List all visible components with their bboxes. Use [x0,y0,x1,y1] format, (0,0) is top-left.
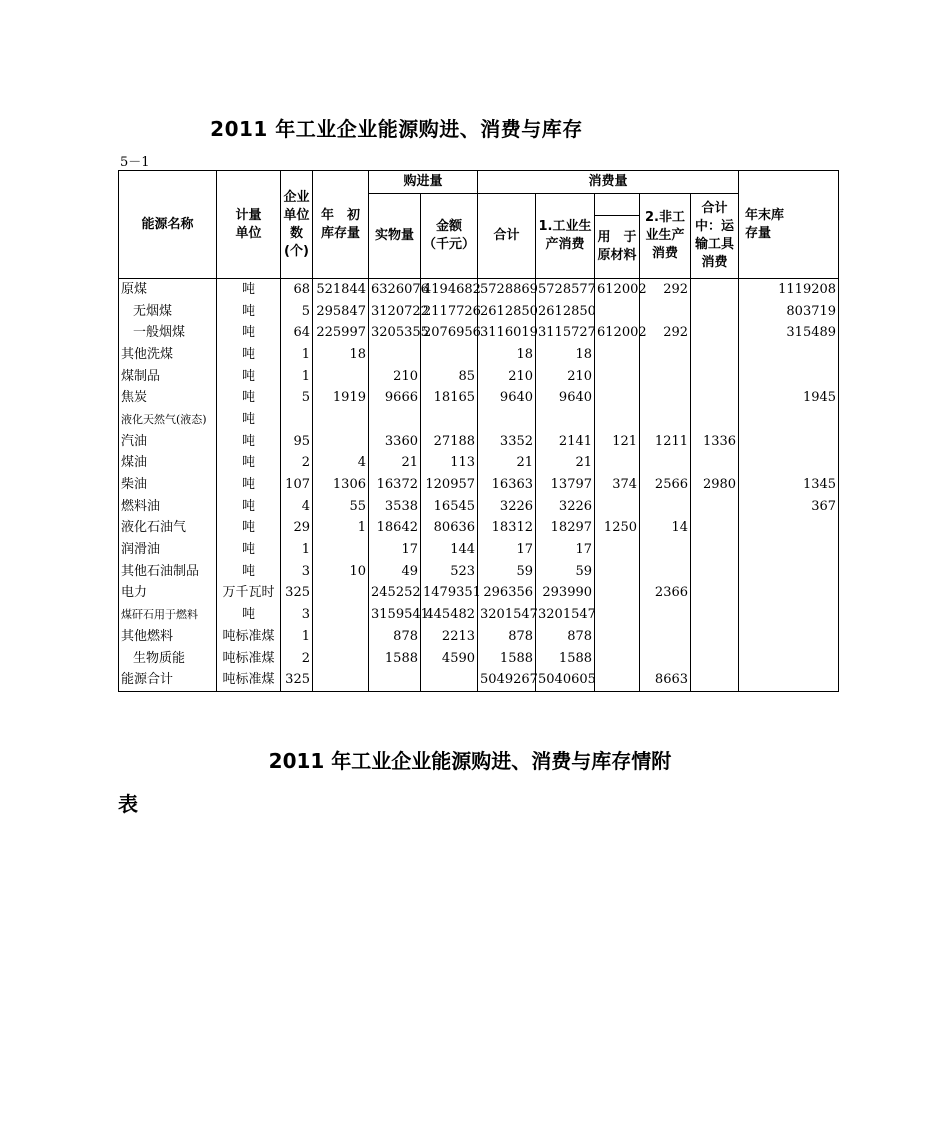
cell-closing-stock [739,453,839,475]
cell-closing-stock [739,539,839,561]
cell-purchase-amount: 2076956 [421,322,478,344]
cell-non-industrial: 14 [640,518,691,540]
cell-total: 1588 [478,648,536,670]
header-transport: 合计 中：运 输工具 消费 [691,194,739,279]
cell-unit: 吨 [217,279,281,301]
cell-raw-material [595,496,640,518]
cell-opening-stock: 55 [313,496,369,518]
cell-purchase-physical: 3360 [369,431,421,453]
cell-industrial: 3226 [536,496,595,518]
cell-purchase-amount: 120957 [421,474,478,496]
cell-transport [691,387,739,409]
table-body [119,279,839,692]
cell-unit: 吨 [217,539,281,561]
cell-count: 5 [281,301,313,323]
cell-unit: 吨 [217,409,281,431]
cell-industrial [536,409,595,431]
cell-closing-stock [739,431,839,453]
cell-count: 1 [281,626,313,648]
cell-unit: 吨 [217,561,281,583]
cell-opening-stock: 1919 [313,387,369,409]
cell-purchase-amount: 4590 [421,648,478,670]
cell-opening-stock: 521844 [313,279,369,301]
cell-opening-stock [313,539,369,561]
header-purchase-physical: 实物量 [369,194,421,279]
header-closing-stock: 年末库 存量 [739,171,839,279]
cell-name: 电力 [119,583,217,605]
cell-purchase-physical [369,344,421,366]
cell-total: 18 [478,344,536,366]
cell-count: 4 [281,496,313,518]
header-consumption-group: 消费量 [478,171,739,194]
footer-title: 2011 年工业企业能源购进、消费与库存情附 [268,749,672,773]
cell-non-industrial [640,409,691,431]
cell-purchase-amount: 445482 [421,604,478,626]
cell-count: 95 [281,431,313,453]
cell-raw-material [595,561,640,583]
cell-total: 210 [478,366,536,388]
cell-total: 16363 [478,474,536,496]
cell-industrial: 2612850 [536,301,595,323]
cell-total: 9640 [478,387,536,409]
cell-name: 煤油 [119,453,217,475]
cell-raw-material [595,539,640,561]
cell-opening-stock [313,366,369,388]
cell-unit: 吨 [217,301,281,323]
cell-transport [691,322,739,344]
cell-name: 煤矸石用于燃料 [119,604,217,626]
header-name: 能源名称 [119,171,217,279]
table-number: 5－1 [120,155,150,170]
cell-name: 汽油 [119,431,217,453]
cell-closing-stock [739,669,839,691]
cell-transport [691,561,739,583]
table-row [119,431,839,453]
cell-purchase-amount: 1479351 [421,583,478,605]
cell-industrial: 878 [536,626,595,648]
cell-count: 29 [281,518,313,540]
cell-industrial: 2141 [536,431,595,453]
cell-closing-stock: 367 [739,496,839,518]
table-row [119,474,839,496]
cell-name: 其他燃料 [119,626,217,648]
header-units-count: 企业 单位 数 (个) [281,171,313,279]
cell-transport [691,301,739,323]
cell-purchase-amount: 2117726 [421,301,478,323]
cell-closing-stock [739,409,839,431]
table-row [119,496,839,518]
cell-non-industrial [640,539,691,561]
cell-industrial: 3201547 [536,604,595,626]
header-blank [595,194,640,216]
cell-raw-material: 374 [595,474,640,496]
cell-total: 17 [478,539,536,561]
cell-non-industrial [640,648,691,670]
cell-closing-stock: 1119208 [739,279,839,301]
cell-opening-stock: 1 [313,518,369,540]
cell-purchase-physical [369,409,421,431]
cell-name: 生物质能 [119,648,217,670]
header-non-industrial: 2.非工 业生产 消费 [640,194,691,279]
cell-purchase-physical: 3205355 [369,322,421,344]
cell-count: 325 [281,669,313,691]
cell-count: 64 [281,322,313,344]
header-raw-material: 用 于 原材料 [595,216,640,279]
energy-table [118,170,839,692]
cell-purchase-amount: 144 [421,539,478,561]
cell-industrial: 21 [536,453,595,475]
table-row [119,561,839,583]
cell-count: 1 [281,539,313,561]
cell-industrial: 5040605 [536,669,595,691]
cell-unit: 吨 [217,322,281,344]
cell-opening-stock: 225997 [313,322,369,344]
cell-raw-material [595,409,640,431]
cell-opening-stock: 10 [313,561,369,583]
cell-purchase-physical: 21 [369,453,421,475]
cell-transport: 1336 [691,431,739,453]
cell-purchase-amount [421,669,478,691]
header-unit: 计量 单位 [217,171,281,279]
cell-purchase-physical: 878 [369,626,421,648]
page-title: 2011 年工业企业能源购进、消费与库存 [210,117,583,141]
cell-raw-material: 121 [595,431,640,453]
cell-purchase-physical: 1588 [369,648,421,670]
cell-raw-material [595,387,640,409]
cell-purchase-physical: 3120722 [369,301,421,323]
cell-closing-stock: 315489 [739,322,839,344]
cell-count: 2 [281,648,313,670]
cell-purchase-amount [421,409,478,431]
cell-closing-stock [739,626,839,648]
table-row [119,322,839,344]
cell-raw-material [595,344,640,366]
cell-transport [691,279,739,301]
cell-total: 5049267 [478,669,536,691]
cell-opening-stock [313,604,369,626]
cell-purchase-amount: 2213 [421,626,478,648]
cell-industrial: 13797 [536,474,595,496]
cell-industrial: 18 [536,344,595,366]
cell-name: 无烟煤 [119,301,217,323]
cell-raw-material [595,366,640,388]
cell-unit: 吨 [217,453,281,475]
cell-raw-material [595,648,640,670]
cell-unit: 吨标准煤 [217,648,281,670]
cell-unit: 吨标准煤 [217,626,281,648]
cell-count: 3 [281,561,313,583]
cell-unit: 吨 [217,387,281,409]
cell-transport [691,366,739,388]
cell-opening-stock: 1306 [313,474,369,496]
table-row [119,539,839,561]
cell-total: 296356 [478,583,536,605]
cell-count: 325 [281,583,313,605]
header-industrial: 1.工业生 产消费 [536,194,595,279]
cell-total: 2612850 [478,301,536,323]
table-row [119,604,839,626]
cell-name: 燃料油 [119,496,217,518]
table-row [119,387,839,409]
cell-purchase-physical: 49 [369,561,421,583]
cell-raw-material: 612002 [595,279,640,301]
cell-purchase-physical: 3159541 [369,604,421,626]
cell-purchase-amount: 27188 [421,431,478,453]
cell-total [478,409,536,431]
table-row [119,453,839,475]
cell-industrial: 5728577 [536,279,595,301]
table-row [119,648,839,670]
cell-unit: 吨标准煤 [217,669,281,691]
cell-transport [691,496,739,518]
cell-opening-stock [313,626,369,648]
cell-unit: 吨 [217,604,281,626]
cell-opening-stock [313,648,369,670]
cell-purchase-physical: 17 [369,539,421,561]
cell-non-industrial: 292 [640,322,691,344]
cell-purchase-physical: 6326076 [369,279,421,301]
cell-opening-stock [313,583,369,605]
cell-industrial: 3115727 [536,322,595,344]
cell-opening-stock [313,431,369,453]
cell-raw-material [595,583,640,605]
cell-closing-stock: 1945 [739,387,839,409]
energy-table-container [118,170,837,700]
cell-purchase-physical: 16372 [369,474,421,496]
cell-transport [691,648,739,670]
cell-raw-material [595,301,640,323]
cell-count: 2 [281,453,313,475]
cell-purchase-physical: 210 [369,366,421,388]
cell-non-industrial [640,604,691,626]
cell-transport [691,539,739,561]
cell-closing-stock [739,344,839,366]
cell-total: 59 [478,561,536,583]
cell-closing-stock [739,518,839,540]
cell-non-industrial: 292 [640,279,691,301]
cell-closing-stock [739,583,839,605]
cell-raw-material [595,453,640,475]
cell-name: 能源合计 [119,669,217,691]
cell-transport [691,583,739,605]
cell-opening-stock: 4 [313,453,369,475]
cell-name: 其他洗煤 [119,344,217,366]
cell-total: 3352 [478,431,536,453]
cell-purchase-physical [369,669,421,691]
cell-non-industrial: 2366 [640,583,691,605]
cell-opening-stock [313,669,369,691]
cell-industrial: 1588 [536,648,595,670]
cell-non-industrial: 8663 [640,669,691,691]
footer-continuation: 表 [118,792,138,816]
cell-non-industrial [640,344,691,366]
cell-count: 3 [281,604,313,626]
cell-closing-stock [739,366,839,388]
cell-name: 其他石油制品 [119,561,217,583]
cell-name: 液化石油气 [119,518,217,540]
cell-count: 68 [281,279,313,301]
cell-name: 一般烟煤 [119,322,217,344]
cell-unit: 吨 [217,496,281,518]
cell-non-industrial [640,366,691,388]
cell-name: 焦炭 [119,387,217,409]
cell-total: 3116019 [478,322,536,344]
cell-total: 18312 [478,518,536,540]
cell-raw-material [595,669,640,691]
cell-raw-material [595,626,640,648]
cell-name: 煤制品 [119,366,217,388]
table-row [119,583,839,605]
cell-purchase-amount: 113 [421,453,478,475]
table-row [119,344,839,366]
cell-transport [691,626,739,648]
cell-transport [691,409,739,431]
cell-purchase-physical: 9666 [369,387,421,409]
cell-closing-stock [739,648,839,670]
cell-purchase-amount [421,344,478,366]
cell-raw-material [595,604,640,626]
cell-non-industrial [640,301,691,323]
cell-transport [691,604,739,626]
cell-industrial: 59 [536,561,595,583]
cell-transport [691,453,739,475]
cell-industrial: 17 [536,539,595,561]
cell-industrial: 18297 [536,518,595,540]
cell-non-industrial [640,626,691,648]
cell-non-industrial [640,561,691,583]
cell-non-industrial [640,453,691,475]
table-row [119,279,839,301]
cell-non-industrial [640,387,691,409]
cell-non-industrial: 1211 [640,431,691,453]
cell-raw-material: 1250 [595,518,640,540]
cell-count: 1 [281,344,313,366]
table-row [119,301,839,323]
cell-unit: 吨 [217,474,281,496]
cell-opening-stock [313,409,369,431]
cell-unit: 吨 [217,431,281,453]
cell-opening-stock: 295847 [313,301,369,323]
cell-total: 21 [478,453,536,475]
cell-count [281,409,313,431]
header-opening-stock: 年 初 库存量 [313,171,369,279]
cell-raw-material: 612002 [595,322,640,344]
cell-purchase-physical: 245252 [369,583,421,605]
cell-purchase-physical: 18642 [369,518,421,540]
cell-total: 878 [478,626,536,648]
cell-industrial: 210 [536,366,595,388]
cell-non-industrial: 2566 [640,474,691,496]
table-header [119,171,839,279]
table-row [119,366,839,388]
table-row [119,518,839,540]
cell-purchase-physical: 3538 [369,496,421,518]
cell-transport [691,344,739,366]
cell-closing-stock: 1345 [739,474,839,496]
cell-purchase-amount: 4194682 [421,279,478,301]
cell-purchase-amount: 85 [421,366,478,388]
cell-unit: 吨 [217,344,281,366]
header-total: 合计 [478,194,536,279]
cell-unit: 吨 [217,518,281,540]
cell-name: 柴油 [119,474,217,496]
cell-total: 3201547 [478,604,536,626]
cell-transport [691,669,739,691]
cell-total: 5728869 [478,279,536,301]
cell-closing-stock: 803719 [739,301,839,323]
cell-unit: 万千瓦时 [217,583,281,605]
cell-purchase-amount: 16545 [421,496,478,518]
cell-non-industrial [640,496,691,518]
cell-industrial: 293990 [536,583,595,605]
table-row [119,409,839,431]
header-purchase-amount: 金额 （千元） [421,194,478,279]
cell-name: 润滑油 [119,539,217,561]
cell-purchase-amount: 523 [421,561,478,583]
cell-industrial: 9640 [536,387,595,409]
cell-total: 3226 [478,496,536,518]
cell-name: 原煤 [119,279,217,301]
cell-purchase-amount: 18165 [421,387,478,409]
cell-unit: 吨 [217,366,281,388]
cell-transport [691,518,739,540]
cell-name: 液化天然气(液态) [119,409,217,431]
cell-count: 1 [281,366,313,388]
table-row [119,626,839,648]
cell-opening-stock: 18 [313,344,369,366]
cell-transport: 2980 [691,474,739,496]
header-purchase-group: 购进量 [369,171,478,194]
cell-closing-stock [739,561,839,583]
cell-closing-stock [739,604,839,626]
table-row [119,669,839,691]
cell-purchase-amount: 80636 [421,518,478,540]
cell-count: 5 [281,387,313,409]
cell-count: 107 [281,474,313,496]
